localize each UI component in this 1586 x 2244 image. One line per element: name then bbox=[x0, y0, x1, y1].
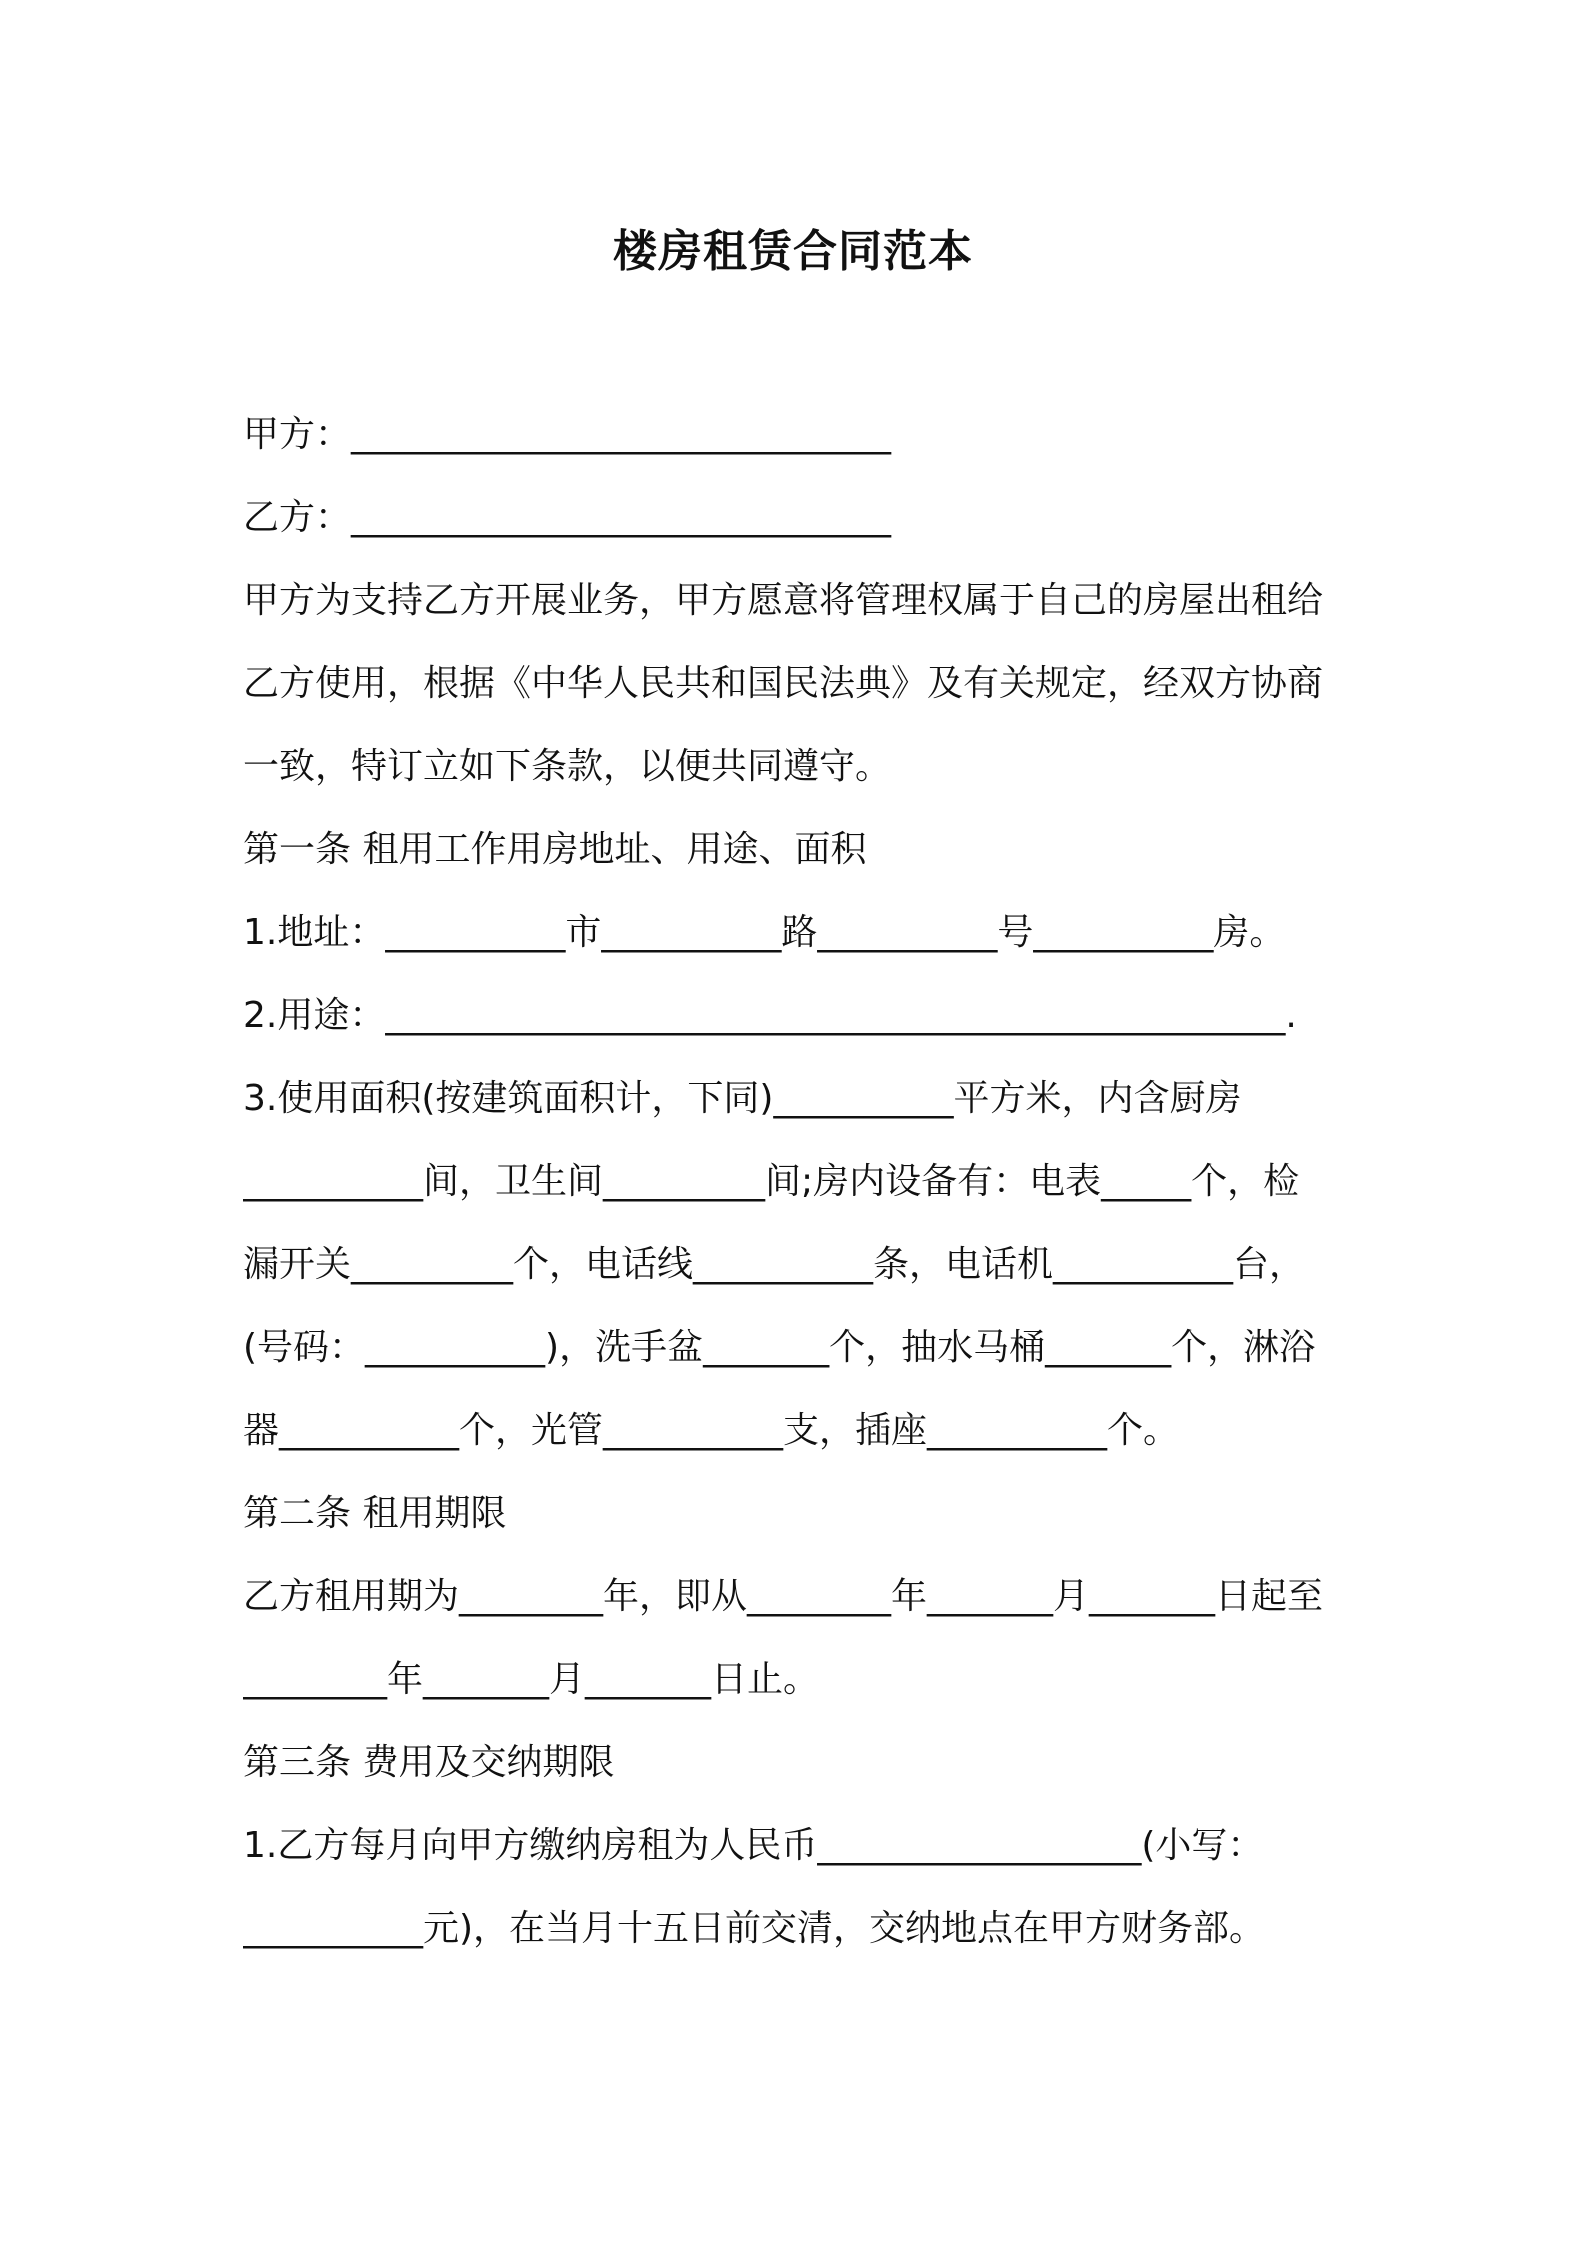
area-line-4: (号码：__________)，洗手盆_______个，抽水马桶_______个，淋浴 bbox=[243, 1327, 1316, 1368]
usage-line: 2.用途：__________________________________________________. bbox=[243, 995, 1297, 1036]
preamble-line-1: 甲方为支持乙方开展业务，甲方愿意将管理权属于自己的房屋出租给 bbox=[243, 580, 1324, 621]
area-line-3: 漏开关_________个，电话线__________条，电话机__________台， bbox=[243, 1244, 1306, 1285]
rent-line-2: __________元)，在当月十五日前交清，交纳地点在甲方财务部。 bbox=[243, 1908, 1266, 1949]
address-line: 1.地址：__________市__________路__________号__________房。 bbox=[243, 912, 1286, 953]
article-3-heading: 第三条 费用及交纳期限 bbox=[243, 1742, 615, 1783]
term-line-2: ________年_______月_______日止。 bbox=[243, 1659, 820, 1700]
preamble-line-3: 一致，特订立如下条款，以便共同遵守。 bbox=[243, 746, 892, 787]
preamble-line-2: 乙方使用，根据《中华人民共和国民法典》及有关规定，经双方协商 bbox=[243, 663, 1324, 704]
party-b-line: 乙方：______________________________ bbox=[243, 497, 892, 538]
document-title: 楼房租赁合同范本 bbox=[613, 226, 973, 277]
article-1-heading: 第一条 租用工作用房地址、用途、面积 bbox=[243, 829, 867, 870]
rent-line-1: 1.乙方每月向甲方缴纳房租为人民币__________________(小写： bbox=[243, 1825, 1264, 1866]
article-2-heading: 第二条 租用期限 bbox=[243, 1493, 507, 1534]
area-line-1: 3.使用面积(按建筑面积计，下同)__________平方米，内含厨房 bbox=[243, 1078, 1242, 1119]
area-line-2: __________间，卫生间_________间;房内设备有：电表_____个，检 bbox=[243, 1161, 1300, 1202]
area-line-5: 器__________个，光管__________支，插座__________个。 bbox=[243, 1410, 1180, 1451]
term-line-1: 乙方租用期为________年，即从________年_______月_______日起至 bbox=[243, 1576, 1324, 1617]
party-a-line: 甲方：______________________________ bbox=[243, 414, 892, 455]
